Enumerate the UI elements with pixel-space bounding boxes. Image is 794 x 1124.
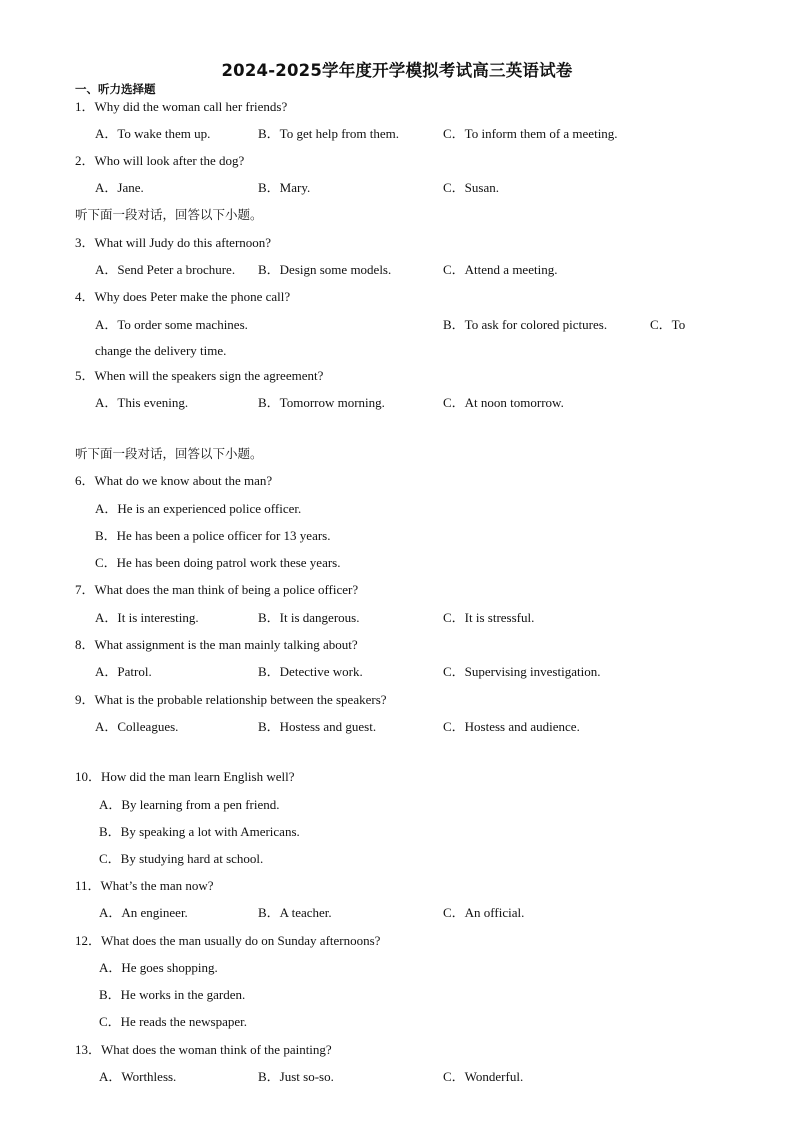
q13-option-a: A．Worthless. (99, 1069, 177, 1084)
q10-option-b: B．By speaking a lot with Americans. (99, 824, 300, 839)
q8-option-c: C．Supervising investigation. (443, 664, 601, 679)
q2-option-c: C．Susan. (443, 180, 499, 195)
q3-option-c: C．Attend a meeting. (443, 262, 558, 277)
question-5: 5．When will the speakers sign the agreement? (75, 368, 324, 383)
section-heading: 一、听力选择题 (75, 82, 156, 96)
instruction-1: 听下面一段对话，回答以下小题。 (75, 207, 263, 222)
q5-option-c: C．At noon tomorrow. (443, 395, 564, 410)
q10-option-a: A．By learning from a pen friend. (99, 797, 280, 812)
q13-option-c: C．Wonderful. (443, 1069, 524, 1084)
q1-option-c: C．To inform them of a meeting. (443, 126, 618, 141)
exam-title: 2024-2025学年度开学模拟考试高三英语试卷 (221, 61, 573, 80)
q1-option-b: B．To get help from them. (258, 126, 399, 141)
q2-option-a: A．Jane. (95, 180, 144, 195)
q11-option-a: A．An engineer. (99, 905, 188, 920)
question-12: 12．What does the man usually do on Sunday afternoons? (75, 933, 381, 948)
q5-option-b: B．Tomorrow morning. (258, 395, 385, 410)
question-9: 9．What is the probable relationship between the speakers? (75, 692, 387, 707)
q12-option-c: C．He reads the newspaper. (99, 1014, 248, 1029)
question-11: 11．What’s the man now? (75, 878, 214, 893)
q9-option-b: B．Hostess and guest. (258, 719, 377, 734)
q9-option-a: A．Colleagues. (95, 719, 179, 734)
question-8: 8．What assignment is the man mainly talking about? (75, 637, 358, 652)
question-2: 2．Who will look after the dog? (75, 153, 245, 168)
q8-option-a: A．Patrol. (95, 664, 152, 679)
question-1: 1．Why did the woman call her friends? (75, 99, 288, 114)
q10-option-c: C．By studying hard at school. (99, 851, 264, 866)
q7-option-b: B．It is dangerous. (258, 610, 360, 625)
q13-option-b: B．Just so-so. (258, 1069, 334, 1084)
question-7: 7．What does the man think of being a police officer? (75, 582, 359, 597)
q11-option-b: B．A teacher. (258, 905, 332, 920)
q6-option-c: C．He has been doing patrol work these years. (95, 555, 341, 570)
q4-option-c-continued: change the delivery time. (95, 343, 227, 358)
q5-option-a: A．This evening. (95, 395, 189, 410)
q11-option-c: C．An official. (443, 905, 525, 920)
instruction-2: 听下面一段对话，回答以下小题。 (75, 446, 263, 461)
question-10: 10．How did the man learn English well? (75, 769, 295, 784)
q4-option-a: A．To order some machines. (95, 317, 248, 332)
q7-option-c: C．It is stressful. (443, 610, 535, 625)
q4-option-c: C．To (650, 317, 686, 332)
question-4: 4．Why does Peter make the phone call? (75, 289, 291, 304)
q3-option-b: B．Design some models. (258, 262, 392, 277)
q8-option-b: B．Detective work. (258, 664, 363, 679)
question-13: 13．What does the woman think of the painting? (75, 1042, 332, 1057)
q7-option-a: A．It is interesting. (95, 610, 199, 625)
q3-option-a: A．Send Peter a brochure. (95, 262, 236, 277)
q9-option-c: C．Hostess and audience. (443, 719, 580, 734)
q6-option-a: A．He is an experienced police officer. (95, 501, 302, 516)
q6-option-b: B．He has been a police officer for 13 years. (95, 528, 331, 543)
question-6: 6．What do we know about the man? (75, 473, 273, 488)
q12-option-b: B．He works in the garden. (99, 987, 246, 1002)
q4-option-b: B．To ask for colored pictures. (443, 317, 608, 332)
q2-option-b: B．Mary. (258, 180, 311, 195)
question-3: 3．What will Judy do this afternoon? (75, 235, 272, 250)
q1-option-a: A．To wake them up. (95, 126, 211, 141)
q12-option-a: A．He goes shopping. (99, 960, 218, 975)
